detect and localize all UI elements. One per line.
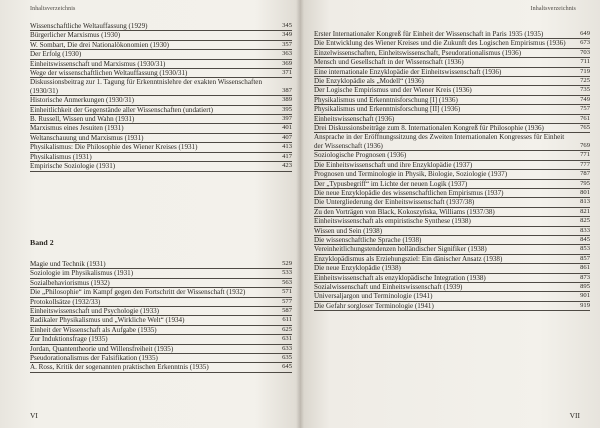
toc-entry-title: Diskussionsbeitrag zur 1. Tagung für Erkenntnislehre der exakten Wissenschaften (1930/31)	[30, 78, 263, 95]
toc-entry	[314, 274, 590, 283]
toc-entry-page-number: 801	[580, 188, 590, 196]
toc-entry	[30, 269, 292, 278]
toc-entry-title: Ansprache in der Eröffnungssitzung des Zweiten Internationalen Kongresses für Einheit der Wissenschaft (1936)	[314, 133, 565, 150]
toc-entry-page-number: 387	[282, 86, 292, 94]
toc-entry-title: Radikaler Physikalismus und „Wirkliche Welt“ (1934)	[30, 316, 185, 325]
toc-entry-title: Einheitlichkeit der Gegenstände aller Wissenschaften (undatiert)	[30, 105, 213, 114]
toc-entry	[314, 105, 590, 114]
toc-entry-page-number: 719	[580, 67, 590, 75]
running-head-left: Inhaltsverzeichnis	[30, 6, 76, 12]
toc-entry-title: Wege der wissenschaftlichen Weltauffassung (1930/31)	[30, 69, 188, 78]
toc-entry-title: Der Logische Empirismus und der Wiener Kreis (1936)	[314, 86, 472, 95]
toc-entry	[30, 307, 292, 316]
toc-entry-title: Einheitswissenschaft und Marxismus (1930/31)	[30, 59, 166, 68]
toc-entry-title: Mensch und Gesellschaft in der Wissenschaft (1936)	[314, 58, 464, 67]
toc-entry	[314, 245, 590, 254]
toc-entry	[30, 124, 292, 133]
toc-entry	[30, 41, 292, 50]
toc-entry	[314, 161, 590, 170]
toc-entry	[314, 302, 590, 311]
toc-entry	[314, 86, 590, 95]
toc-entry-title: Wissen und Sein (1938)	[314, 226, 383, 235]
toc-entry-title: Der Erfolg (1930)	[30, 50, 82, 59]
toc-entry	[30, 134, 292, 143]
toc-entry-page-number: 571	[282, 288, 292, 296]
toc-entry-title: Erster Internationaler Kongreß für Einheit der Wissenschaft in Paris 1935 (1935)	[314, 30, 544, 38]
toc-entry-title: Vereinheitlichungstendenzen holländischer Signifiker (1938)	[314, 245, 487, 254]
toc-entry	[314, 264, 590, 273]
toc-entry-title: Einheitswissenschaft als empiristische Synthese (1938)	[314, 217, 471, 226]
toc-entry-title: Zu den Vorträgen von Black, Kokoszyńska, Williams (1937/38)	[314, 207, 495, 216]
toc-entry-title: Historische Anmerkungen (1930/31)	[30, 96, 135, 105]
toc-entry-title: Physikalismus und Erkenntnisforschung [I] (1936)	[314, 95, 458, 104]
toc-entry	[30, 354, 292, 363]
toc-entry-title: Die Untergliederung der Einheitswissenschaft (1937/38)	[314, 198, 475, 207]
toc-entry-page-number: 631	[282, 335, 292, 343]
toc-entry-page-number: 821	[580, 207, 590, 215]
toc-entry	[314, 217, 590, 226]
toc-entry-title: Weltanschauung und Marxismus (1931)	[30, 133, 144, 142]
toc-entry	[314, 39, 590, 48]
toc-entry-page-number: 813	[580, 198, 590, 206]
toc-list-right	[314, 30, 590, 311]
toc-entry-title: B. Russell, Wissen und Wahn (1931)	[30, 115, 135, 124]
toc-entry	[30, 78, 292, 96]
toc-entry	[30, 143, 292, 152]
band-heading: Band 2	[30, 238, 54, 247]
toc-entry-page-number: 771	[580, 151, 590, 159]
toc-entry-title: Magie und Technik (1931)	[30, 260, 106, 268]
toc-entry-page-number: 349	[282, 31, 292, 39]
toc-entry	[314, 151, 590, 160]
toc-entry	[30, 316, 292, 325]
toc-entry	[30, 69, 292, 78]
toc-entry-page-number: 833	[580, 226, 590, 234]
toc-entry	[30, 31, 292, 40]
toc-entry-title: Soziologische Prognosen (1936)	[314, 151, 407, 160]
toc-entry-page-number: 711	[580, 58, 590, 66]
toc-entry-page-number: 533	[282, 269, 292, 277]
toc-entry-page-number: 363	[282, 50, 292, 58]
toc-entry-page-number: 369	[282, 59, 292, 67]
toc-entry-page-number: 563	[282, 278, 292, 286]
toc-entry-title: Wissenschaftliche Weltauffassung (1929)	[30, 22, 148, 30]
toc-entry	[314, 58, 590, 67]
toc-entry-title: A. Ross, Kritik der sogenannten praktischen Erkenntnis (1935)	[30, 363, 209, 372]
toc-entry-page-number: 587	[282, 307, 292, 315]
toc-entry-title: Physikalismus und Erkenntnisforschung [II] (1936)	[314, 105, 461, 114]
toc-entry-page-number: 757	[580, 105, 590, 113]
toc-entry-page-number: 673	[580, 39, 590, 47]
toc-entry-title: Die neue Enzyklopädie (1938)	[314, 264, 401, 273]
toc-entry	[314, 49, 590, 58]
toc-entry	[314, 30, 590, 39]
folio-right: VII	[569, 411, 580, 420]
toc-entry-title: Soziologie im Physikalismus (1931)	[30, 269, 134, 278]
toc-entry-page-number: 395	[282, 105, 292, 113]
toc-entry-title: Bürgerlicher Marxismus (1930)	[30, 31, 121, 40]
toc-entry-title: Die wissenschaftliche Sprache (1938)	[314, 235, 422, 244]
toc-entry-title: Protokollsätze (1932/33)	[30, 297, 101, 306]
folio-left: VI	[30, 411, 38, 420]
toc-entry-page-number: 895	[580, 282, 590, 290]
toc-entry-page-number: 423	[282, 162, 292, 170]
toc-entry	[314, 77, 590, 86]
toc-entry-title: Prognosen und Terminologie in Physik, Biologie, Soziologie (1937)	[314, 170, 508, 179]
running-head-right: Inhaltsverzeichnis	[530, 6, 576, 12]
toc-entry	[314, 189, 590, 198]
toc-entry	[314, 227, 590, 236]
toc-entry-title: Einheit der Wissenschaft als Aufgabe (1935)	[30, 325, 157, 334]
toc-entry	[30, 153, 292, 162]
toc-entry-title: Physikalismus: Die Philosophie des Wiener Kreises (1931)	[30, 143, 198, 152]
toc-entry-page-number: 787	[580, 170, 590, 178]
right-page	[300, 0, 600, 428]
toc-entry	[314, 283, 590, 292]
toc-entry-title: Die neue Enzyklopädie des wissenschaftlichen Empirismus (1937)	[314, 188, 504, 197]
toc-entry	[30, 162, 292, 171]
toc-entry	[30, 115, 292, 124]
toc-entry-title: Jordan, Quantentheorie und Willensfreiheit (1935)	[30, 344, 174, 353]
toc-entry-title: W. Sombart, Die drei Nationalökonomien (1930)	[30, 40, 170, 49]
toc-entry-page-number: 861	[580, 264, 590, 272]
toc-entry-page-number: 649	[580, 30, 590, 37]
toc-entry	[314, 180, 590, 189]
toc-entry-page-number: 873	[580, 273, 590, 281]
toc-entry-title: Eine internationale Enzyklopädie der Einheitswissenschaft (1936)	[314, 67, 502, 76]
toc-entry-page-number: 749	[580, 95, 590, 103]
toc-entry-title: Sozialbehaviorismus (1932)	[30, 278, 110, 287]
toc-entry-title: Der „Typusbegriff“ im Lichte der neuen Logik (1937)	[314, 179, 468, 188]
toc-entry-page-number: 357	[282, 40, 292, 48]
toc-entry	[314, 96, 590, 105]
toc-entry-page-number: 845	[580, 235, 590, 243]
toc-entry	[314, 198, 590, 207]
toc-entry-title: Einheitswissenschaft und Psychologie (1933)	[30, 307, 160, 316]
toc-entry	[314, 170, 590, 179]
toc-entry-title: Die „Philosophie“ im Kampf gegen den Fortschritt der Wissenschaft (1932)	[30, 288, 246, 297]
toc-entry-page-number: 633	[282, 344, 292, 352]
toc-entry	[314, 236, 590, 245]
toc-entry	[314, 208, 590, 217]
toc-entry-page-number: 645	[282, 363, 292, 371]
toc-entry-title: Physikalismus (1931)	[30, 152, 92, 161]
toc-entry	[30, 288, 292, 297]
toc-entry-page-number: 919	[580, 301, 590, 309]
toc-entry	[314, 133, 590, 151]
toc-entry-page-number: 397	[282, 115, 292, 123]
toc-entry-title: Die Einheitswissenschaft und ihre Enzyklopädie (1937)	[314, 160, 473, 169]
toc-entry	[30, 106, 292, 115]
toc-entry	[30, 279, 292, 288]
toc-entry-title: Einheitswissenschaft (1936)	[314, 114, 395, 123]
toc-entry-page-number: 371	[282, 69, 292, 77]
toc-entry	[30, 345, 292, 354]
toc-entry-page-number: 825	[580, 217, 590, 225]
toc-entry	[30, 363, 292, 372]
toc-entry-title: Zur Induktionsfrage (1935)	[30, 335, 108, 344]
toc-entry-page-number: 401	[282, 124, 292, 132]
toc-entry	[314, 115, 590, 124]
toc-entry	[30, 298, 292, 307]
toc-entry-page-number: 777	[580, 160, 590, 168]
toc-entry	[30, 50, 292, 59]
toc-list-volume-1	[30, 22, 292, 172]
toc-entry-page-number: 345	[282, 22, 292, 29]
toc-entry	[30, 326, 292, 335]
toc-entry	[314, 124, 590, 133]
toc-entry	[314, 255, 590, 264]
toc-entry-page-number: 611	[282, 316, 292, 324]
toc-entry-page-number: 769	[580, 141, 590, 149]
toc-entry-title: Enzyklopädismus als Erziehungsziel: Ein dänischer Ansatz (1938)	[314, 254, 503, 263]
toc-entry-page-number: 413	[282, 143, 292, 151]
toc-entry-page-number: 857	[580, 254, 590, 262]
toc-entry	[30, 260, 292, 269]
toc-entry	[30, 96, 292, 105]
toc-entry	[314, 292, 590, 301]
toc-entry-page-number: 901	[580, 292, 590, 300]
toc-entry-title: Die Gefahr sorgloser Terminologie (1941)	[314, 301, 434, 310]
toc-entry-title: Sozialwissenschaft und Einheitswissenschaft (1939)	[314, 282, 463, 291]
toc-entry-title: Die Entwicklung des Wiener Kreises und die Zukunft des Logischen Empirismus (1936)	[314, 39, 566, 48]
toc-entry-title: Einheitswissenschaft als enzyklopädische Integration (1938)	[314, 273, 486, 282]
toc-entry-title: Marxismus eines Jesuiten (1931)	[30, 124, 124, 133]
toc-entry-page-number: 735	[580, 86, 590, 94]
toc-entry-page-number: 529	[282, 260, 292, 267]
toc-entry-page-number: 417	[282, 152, 292, 160]
toc-entry	[30, 22, 292, 31]
toc-entry	[30, 335, 292, 344]
toc-entry-page-number: 853	[580, 245, 590, 253]
toc-entry-title: Pseudorationalismus der Falsifikation (1935)	[30, 354, 158, 363]
toc-entry-page-number: 795	[580, 179, 590, 187]
toc-entry-title: Empirische Soziologie (1931)	[30, 162, 116, 171]
toc-entry-page-number: 625	[282, 325, 292, 333]
toc-entry-title: Universaljargon und Terminologie (1941)	[314, 292, 433, 301]
toc-entry-title: Einzelwissenschaften, Einheitswissenschaft, Pseudorationalismus (1936)	[314, 48, 522, 57]
toc-entry-page-number: 765	[580, 124, 590, 132]
toc-entry-title: Drei Diskussionsbeiträge zum 8. Internationalen Kongreß für Philosophie (1936)	[314, 124, 544, 133]
toc-entry-page-number: 635	[282, 354, 292, 362]
toc-entry	[314, 68, 590, 77]
toc-entry-page-number: 577	[282, 297, 292, 305]
toc-entry-page-number: 725	[580, 77, 590, 85]
toc-entry-title: Die Enzyklopädie als „Modell“ (1936)	[314, 77, 424, 86]
toc-entry-page-number: 703	[580, 48, 590, 56]
toc-entry-page-number: 389	[282, 96, 292, 104]
toc-entry	[30, 60, 292, 69]
toc-list-volume-2	[30, 260, 292, 373]
toc-entry-page-number: 407	[282, 133, 292, 141]
toc-entry-page-number: 761	[580, 114, 590, 122]
